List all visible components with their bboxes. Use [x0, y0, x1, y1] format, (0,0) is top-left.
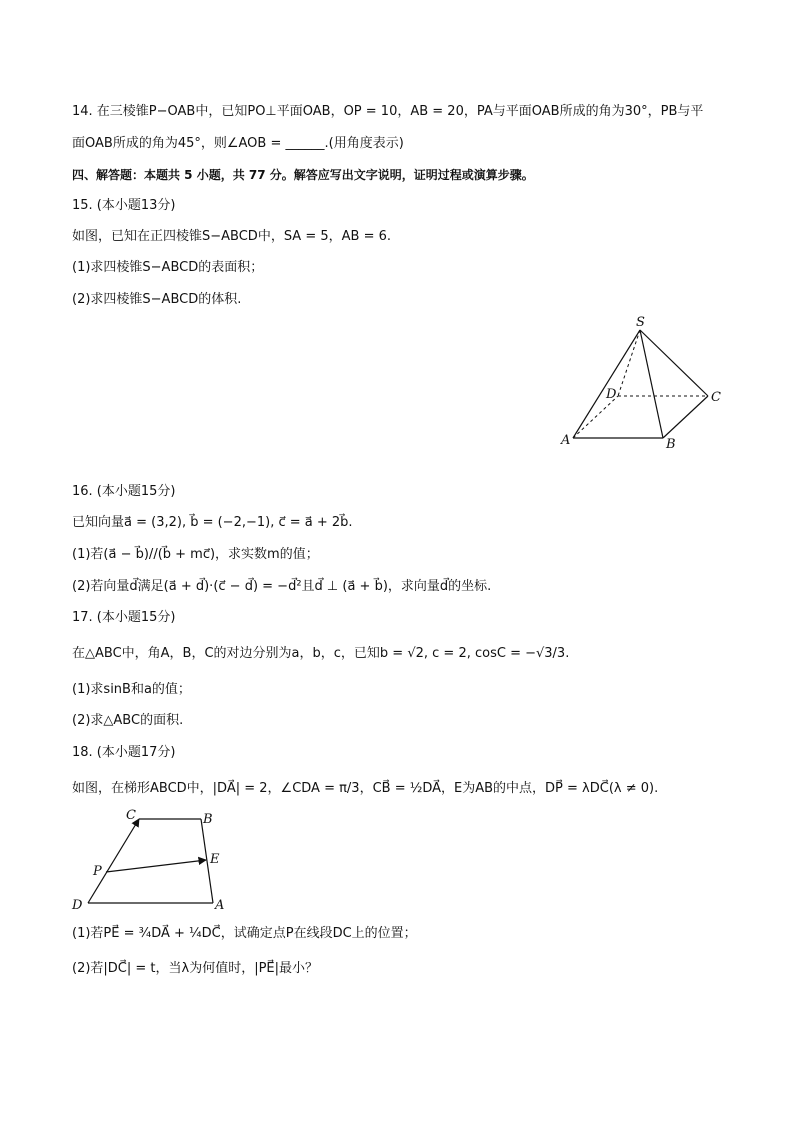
q15-part2: (2)求四棱锥S−ABCD的体积. — [72, 292, 242, 307]
label-A: A — [215, 898, 225, 913]
label-E: E — [210, 852, 220, 867]
q15-stem: 如图，已知在正四棱锥S−ABCD中，SA = 5，AB = 6. — [72, 229, 392, 244]
label-D: D — [72, 898, 83, 913]
vector-PE — [106, 860, 206, 872]
pyramid-figure — [555, 310, 735, 455]
q16-stem: 已知向量a⃗ = (3,2), b⃗ = (−2,−1), c⃗ = a⃗ + 2b⃗. — [72, 515, 353, 530]
q15-title: 15. (本小题13分) — [72, 198, 176, 213]
label-B: B — [203, 812, 213, 827]
q16-title: 16. (本小题15分) — [72, 484, 176, 499]
q18-part2: (2)若|DC⃗| = t，当λ为何值时，|PE⃗|最小？ — [72, 961, 319, 976]
q16-part1: (1)若(a⃗ − b⃗)//(b⃗ + mc⃗)，求实数m的值； — [72, 547, 319, 562]
label-A: A — [561, 433, 571, 448]
q14-line2: 面OAB所成的角为45°，则∠AOB = ______.(用角度表示) — [72, 136, 404, 151]
q17-stem: 在△ABC中，角A，B，C的对边分别为a，b，c，已知b = √2, c = 2, cosC = −√3/3. — [72, 646, 570, 661]
q16-part2: (2)若向量d⃗满足(a⃗ + d⃗)·(c⃗ − d⃗) = −d⃗²且d⃗ ⊥ (a⃗ + b⃗)，求向量d⃗的坐标. — [72, 579, 492, 594]
label-P: P — [93, 864, 102, 879]
label-C: C — [711, 390, 721, 405]
edge-BC — [663, 396, 708, 438]
section4-header: 四、解答题：本题共 5 小题，共 77 分。解答应写出文字说明，证明过程或演算步骤。 — [72, 168, 534, 182]
edge-SA — [573, 330, 640, 438]
q14-line1: 14. 在三棱锥P−OAB中，已知PO⊥平面OAB，OP = 10，AB = 20，PA与平面OAB所成的角为30°，PB与平 — [72, 104, 704, 119]
q18-title: 18. (本小题17分) — [72, 745, 176, 760]
q17-part2: (2)求△ABC的面积. — [72, 713, 184, 728]
q15-part1: (1)求四棱锥S−ABCD的表面积； — [72, 260, 264, 275]
q18-part1: (1)若PE⃗ = ¾DA⃗ + ¼DC⃗，试确定点P在线段DC上的位置； — [72, 926, 417, 941]
vector-DC — [88, 819, 139, 903]
label-S: S — [636, 315, 645, 330]
label-D: D — [606, 387, 617, 402]
q18-stem: 如图，在梯形ABCD中，|DA⃗| = 2，∠CDA = π/3，CB⃗ = ½DA⃗，E为AB的中点，DP⃗ = λDC⃗(λ ≠ 0). — [72, 781, 659, 796]
edge-SD-hidden — [618, 330, 640, 396]
trapezoid-figure — [68, 805, 238, 915]
label-B: B — [666, 437, 676, 452]
q17-title: 17. (本小题15分) — [72, 610, 176, 625]
q17-part1: (1)求sinB和a的值； — [72, 682, 191, 697]
label-C: C — [126, 808, 136, 823]
edge-SB — [640, 330, 663, 438]
edge-SC — [640, 330, 708, 396]
